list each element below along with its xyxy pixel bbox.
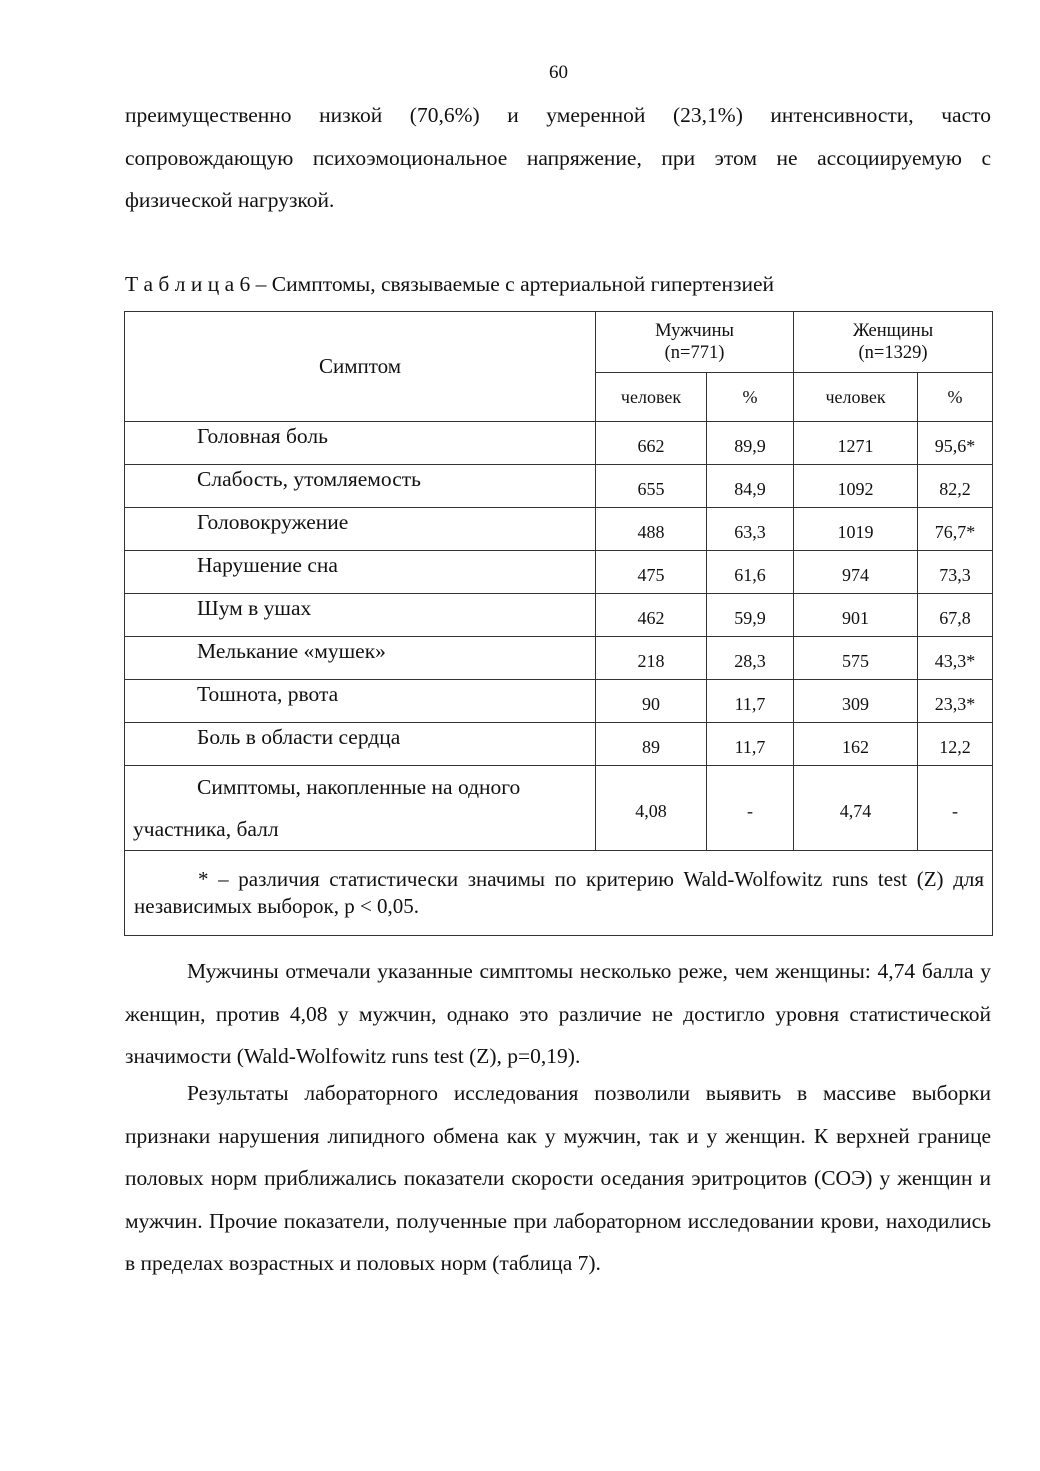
men-people: 662 [596, 422, 707, 465]
men-percent: 11,7 [707, 680, 794, 723]
row-symptom: Головокружение [125, 508, 596, 551]
men-people: 90 [596, 680, 707, 723]
women-percent: 82,2 [918, 465, 993, 508]
women-people: 575 [794, 637, 918, 680]
women-percent: 23,3* [918, 680, 993, 723]
table-row [125, 465, 993, 508]
women-people: 162 [794, 723, 918, 766]
table-row [125, 680, 993, 723]
row-symptom: Слабость, утомляемость [125, 465, 596, 508]
row-symptom: Головная боль [125, 422, 596, 465]
women-percent: 12,2 [918, 723, 993, 766]
row-symptom: Симптомы, накопленные на одного участника, балл [125, 766, 596, 851]
men-percent: 89,9 [707, 422, 794, 465]
row-symptom: Шум в ушах [125, 594, 596, 637]
women-people: 4,74 [794, 766, 918, 851]
table-row [125, 551, 993, 594]
row-symptom: Тошнота, рвота [125, 680, 596, 723]
women-percent: 73,3 [918, 551, 993, 594]
women-people: 1019 [794, 508, 918, 551]
header-women-n: (n=1329) [858, 343, 928, 363]
women-percent: 76,7* [918, 508, 993, 551]
men-people: 655 [596, 465, 707, 508]
men-people: 218 [596, 637, 707, 680]
symptom-table [124, 311, 993, 936]
men-percent: 63,3 [707, 508, 794, 551]
paragraph-intro: преимущественно низкой (70,6%) и умеренной (23,1%) интенсивности, часто сопровождающую психоэмоциональное напряжение, при этом не ассоциируемую с физической нагрузкой. [125, 103, 991, 212]
table-row [125, 637, 993, 680]
header-women [794, 312, 993, 373]
women-people: 974 [794, 551, 918, 594]
women-percent: - [918, 766, 993, 851]
women-percent: 95,6* [918, 422, 993, 465]
table-row [125, 594, 993, 637]
table-row [125, 723, 993, 766]
table-row [125, 422, 993, 465]
men-percent: - [707, 766, 794, 851]
women-percent: 43,3* [918, 637, 993, 680]
header-men [596, 312, 794, 373]
table-footnote-row [125, 851, 993, 936]
table-header-row [125, 312, 993, 373]
paragraph-comparison: Мужчины отмечали указанные симптомы несколько реже, чем женщины: 4,74 балла у женщин, против 4,08 у мужчин, однако это различие не достигло уровня статистической значимости (Wald-Wolfowitz runs test (Z), p=0,19). [125, 959, 991, 1068]
women-people: 1092 [794, 465, 918, 508]
header-women-label: Женщины [852, 321, 934, 341]
women-people: 901 [794, 594, 918, 637]
men-percent: 84,9 [707, 465, 794, 508]
men-percent: 11,7 [707, 723, 794, 766]
page-number: 60 [549, 62, 568, 83]
subheader-men-percent: % [707, 373, 794, 422]
paragraph-lab-results: Результаты лабораторного исследования позволили выявить в массиве выборки признаки нарушения липидного обмена как у мужчин, так и у женщин. К верхней границе половых норм приближались показатели скорости оседания эритроцитов (СОЭ) у женщин и мужчин. Прочие показатели, полученные при лабораторном исследовании крови, находились в пределах возрастных и половых норм (таблица 7). [125, 1081, 991, 1275]
men-people: 488 [596, 508, 707, 551]
row-symptom: Мелькание «мушек» [125, 637, 596, 680]
subheader-men-people: человек [596, 373, 707, 422]
header-men-n: (n=771) [664, 343, 725, 363]
row-symptom: Боль в области сердца [125, 723, 596, 766]
row-symptom: Нарушение сна [125, 551, 596, 594]
table-row [125, 508, 993, 551]
table-caption: Т а б л и ц а 6 – Симптомы, связываемые с артериальной гипертензией [125, 272, 774, 296]
table-row-total [125, 766, 993, 851]
women-people: 1271 [794, 422, 918, 465]
header-symptom: Симптом [125, 312, 596, 422]
header-men-label: Мужчины [655, 321, 734, 341]
subheader-women-people: человек [794, 373, 918, 422]
men-people: 475 [596, 551, 707, 594]
men-percent: 59,9 [707, 594, 794, 637]
men-people: 462 [596, 594, 707, 637]
men-percent: 61,6 [707, 551, 794, 594]
women-people: 309 [794, 680, 918, 723]
men-people: 89 [596, 723, 707, 766]
men-people: 4,08 [596, 766, 707, 851]
table-footnote: * – различия статистически значимы по критерию Wald-Wolfowitz runs test (Z) для независимых выборок, p < 0,05. [125, 851, 993, 936]
women-percent: 67,8 [918, 594, 993, 637]
subheader-women-percent: % [918, 373, 993, 422]
men-percent: 28,3 [707, 637, 794, 680]
